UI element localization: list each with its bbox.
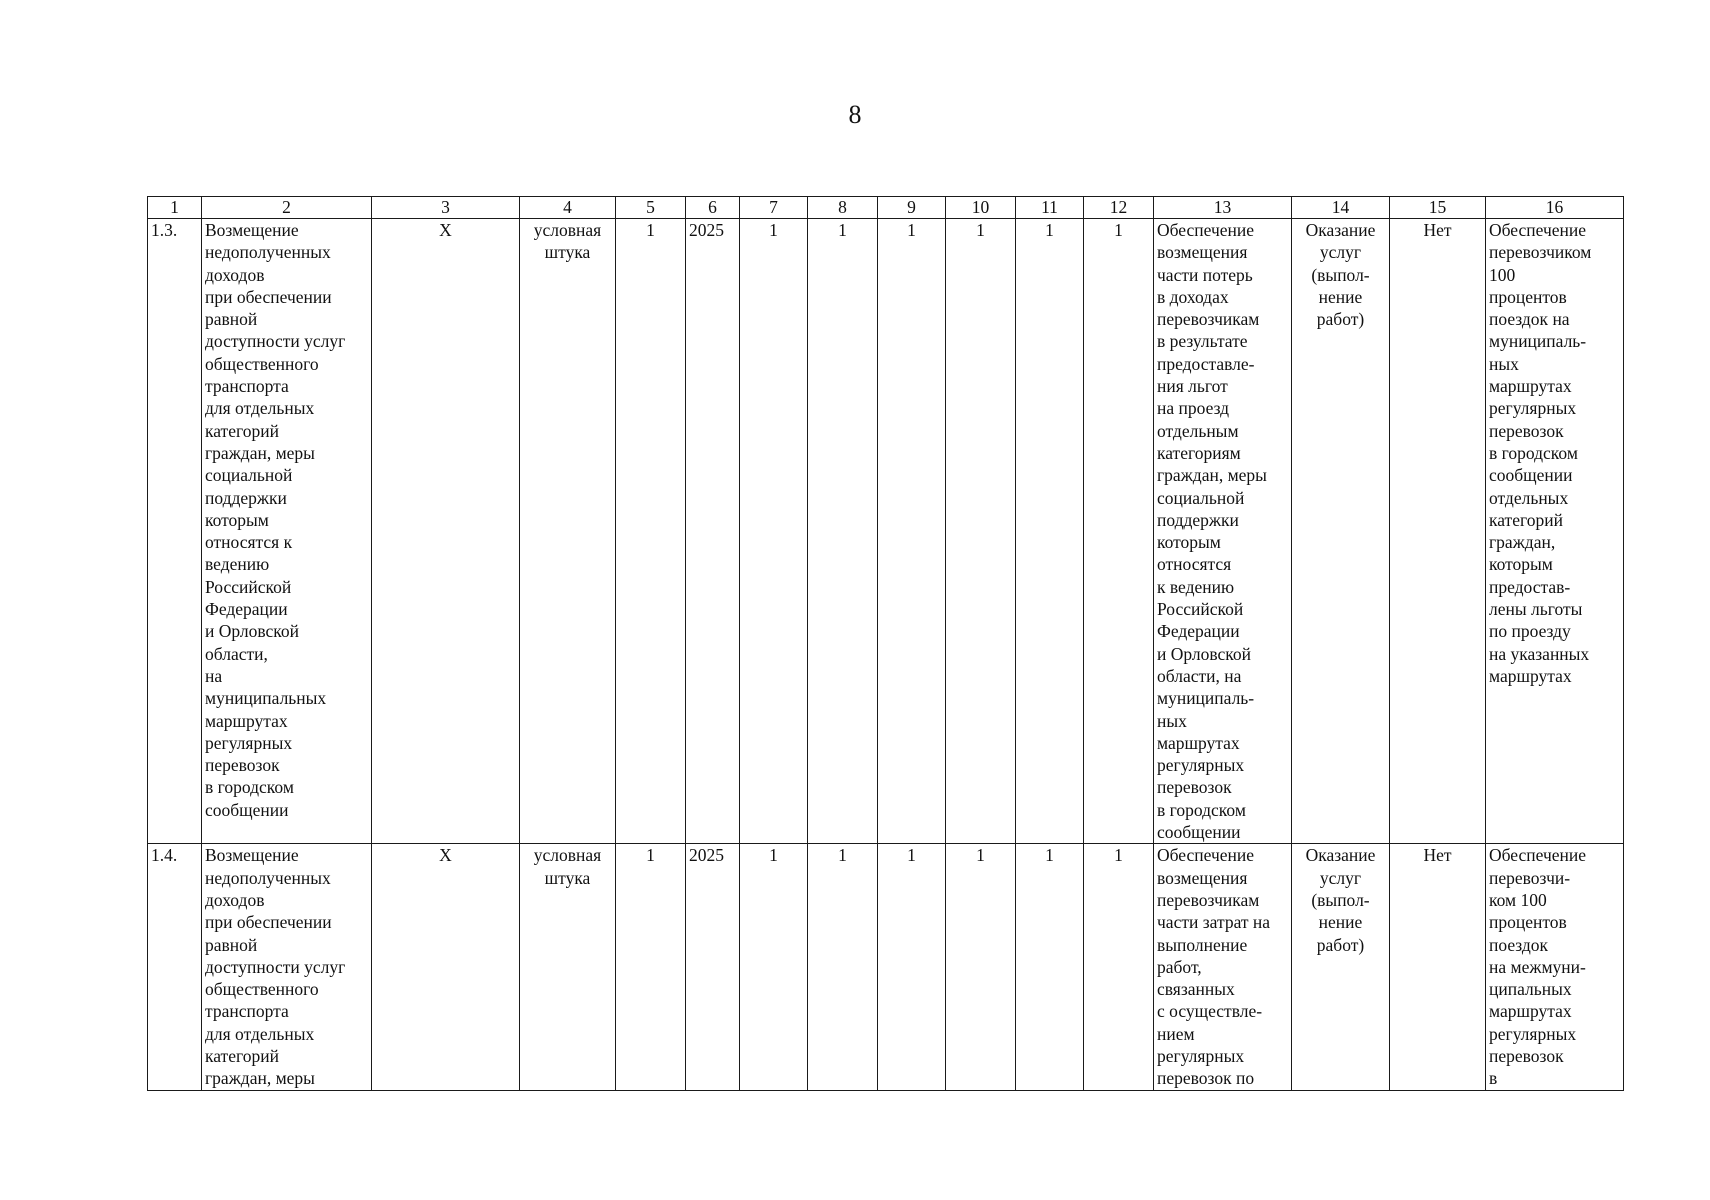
- cell-line: условная: [533, 220, 602, 240]
- cell-col5: 1: [616, 844, 686, 1090]
- cell-line: которым: [1157, 532, 1221, 553]
- cell-line: регулярных: [1489, 398, 1577, 419]
- cell-line: доступности услуг: [205, 956, 346, 977]
- cell-line: ния льгот: [1157, 376, 1228, 397]
- cell-line: нение: [1318, 912, 1363, 933]
- cell-line: регулярных: [205, 732, 293, 753]
- cell-line: возмещения: [1157, 242, 1248, 263]
- cell-line: на указанных: [1489, 643, 1590, 664]
- cell-year: 2025: [686, 219, 740, 844]
- cell-line: перевозок по: [1157, 1068, 1255, 1089]
- cell-line: для отдельных: [205, 1023, 315, 1044]
- cell-line: муниципаль-: [1489, 331, 1587, 352]
- table-body: [148, 219, 1624, 1091]
- cell-line: доходов: [205, 264, 265, 285]
- cell-line: ком 100: [1489, 889, 1547, 910]
- cell-line: отдельным: [1157, 420, 1239, 441]
- cell-col7: 1: [740, 844, 808, 1090]
- cell-col11: 1: [1016, 844, 1084, 1090]
- cell-line: граждан, меры: [205, 442, 315, 463]
- cell-line: регулярных: [1157, 1045, 1245, 1066]
- cell-line: сообщении: [1489, 465, 1573, 486]
- cell-line: категорий: [205, 420, 279, 441]
- cell-line: для отдельных: [205, 398, 315, 419]
- cell-line: поездок на: [1489, 309, 1570, 330]
- cell-line: Оказание: [1305, 220, 1376, 240]
- cell-line: области,: [205, 643, 268, 664]
- cell-line: регулярных: [1157, 755, 1245, 776]
- cell-line: социальной: [205, 465, 293, 486]
- cell-line: поездок: [1489, 934, 1549, 955]
- cell-line: Федерации: [205, 599, 288, 620]
- cell-line: перевозчиком: [1489, 242, 1592, 263]
- column-header-13: 13: [1154, 197, 1292, 219]
- cell-col3: X: [372, 219, 520, 844]
- cell-line: относятся: [1157, 554, 1232, 575]
- cell-line: категориям: [1157, 442, 1241, 463]
- cell-col10: 1: [946, 219, 1016, 844]
- cell-line: и Орловской: [1157, 643, 1252, 664]
- cell-line: граждан, меры: [1157, 465, 1267, 486]
- cell-line: поддержки: [205, 487, 287, 508]
- cell-row-number: 1.4.: [148, 844, 202, 1090]
- cell-line: нием: [1157, 1023, 1195, 1044]
- cell-line: перевозчи-: [1489, 867, 1571, 888]
- cell-line: граждан, меры: [205, 1068, 315, 1089]
- cell-col12: 1: [1084, 219, 1154, 844]
- header-row: [148, 197, 1624, 219]
- cell-unit: [520, 219, 616, 844]
- cell-line: предостав-: [1489, 576, 1571, 597]
- cell-line: на межмуни-: [1489, 956, 1586, 977]
- cell-col5: 1: [616, 219, 686, 844]
- column-header-12: 12: [1084, 197, 1154, 219]
- column-header-9: 9: [878, 197, 946, 219]
- cell-result: [1486, 844, 1624, 1090]
- cell-line: возмещения: [1157, 867, 1248, 888]
- cell-line: лены льготы: [1489, 599, 1583, 620]
- cell-line: сообщении: [205, 799, 289, 820]
- column-header-5: 5: [616, 197, 686, 219]
- cell-col11: 1: [1016, 219, 1084, 844]
- cell-line: при обеспечении: [205, 286, 332, 307]
- cell-line: социальной: [1157, 487, 1245, 508]
- cell-line: транспорта: [205, 376, 289, 397]
- cell-event-name: [202, 219, 372, 844]
- page-number: 8: [848, 100, 862, 129]
- cell-line: в доходах: [1157, 286, 1229, 307]
- column-header-2: 2: [202, 197, 372, 219]
- cell-line: маршрутах: [205, 710, 288, 731]
- cell-line: в: [1489, 1068, 1498, 1089]
- table-row: [148, 219, 1624, 844]
- cell-year: 2025: [686, 844, 740, 1090]
- column-header-11: 11: [1016, 197, 1084, 219]
- cell-line: перевозок: [1157, 777, 1232, 798]
- cell-line: работ,: [1157, 956, 1202, 977]
- cell-line: выполнение: [1157, 934, 1248, 955]
- cell-line: транспорта: [205, 1001, 289, 1022]
- cell-event-name: [202, 844, 372, 1090]
- column-header-3: 3: [372, 197, 520, 219]
- cell-line: маршрутах: [1157, 732, 1240, 753]
- cell-line: условная: [533, 845, 602, 866]
- cell-line: которым: [1489, 554, 1553, 575]
- cell-line: маршрутах: [1489, 376, 1572, 397]
- cell-col15: Нет: [1390, 844, 1486, 1090]
- cell-col9: 1: [878, 844, 946, 1090]
- cell-line: ных: [1157, 710, 1187, 731]
- column-header-8: 8: [808, 197, 878, 219]
- cell-line: относятся к: [205, 532, 293, 553]
- cell-line: (выпол-: [1311, 264, 1370, 285]
- cell-line: доходов: [205, 889, 265, 910]
- cell-line: в городском: [205, 777, 294, 798]
- cell-line: маршрутах: [1489, 1001, 1572, 1022]
- cell-line: недополученных: [205, 242, 331, 263]
- cell-line: ципальных: [1489, 979, 1572, 1000]
- cell-line: области, на: [1157, 665, 1242, 686]
- cell-line: в городском: [1157, 799, 1246, 820]
- cell-line: в городском: [1489, 442, 1578, 463]
- column-header-1: 1: [148, 197, 202, 219]
- cell-line: перевозок: [205, 755, 280, 776]
- column-header-7: 7: [740, 197, 808, 219]
- cell-line: равной: [205, 309, 258, 330]
- cell-line: муниципаль-: [1157, 688, 1255, 709]
- cell-line: Возмещение: [205, 220, 299, 240]
- cell-task: [1154, 219, 1292, 844]
- cell-line: которым: [205, 509, 269, 530]
- cell-line: ведению: [205, 554, 270, 575]
- column-header-10: 10: [946, 197, 1016, 219]
- column-header-15: 15: [1390, 197, 1486, 219]
- cell-type: [1292, 844, 1390, 1090]
- cell-line: Обеспечение: [1489, 845, 1587, 866]
- cell-line: при обеспечении: [205, 912, 332, 933]
- cell-line: недополученных: [205, 867, 331, 888]
- cell-line: части потерь: [1157, 264, 1253, 285]
- column-header-6: 6: [686, 197, 740, 219]
- cell-line: поддержки: [1157, 509, 1239, 530]
- cell-line: по проезду: [1489, 621, 1571, 642]
- cell-line: штука: [544, 867, 591, 888]
- cell-line: работ): [1316, 309, 1365, 330]
- cell-line: штука: [544, 242, 591, 263]
- data-table: [147, 196, 1624, 1091]
- cell-line: граждан,: [1489, 532, 1556, 553]
- cell-line: Российской: [1157, 599, 1244, 620]
- cell-line: процентов: [1489, 912, 1567, 933]
- cell-line: процентов: [1489, 286, 1567, 307]
- cell-line: перевозчикам: [1157, 309, 1260, 330]
- cell-line: Возмещение: [205, 845, 299, 866]
- cell-line: (выпол-: [1311, 889, 1370, 910]
- cell-line: части затрат на: [1157, 912, 1271, 933]
- cell-line: на проезд: [1157, 398, 1230, 419]
- cell-line: Российской: [205, 576, 292, 597]
- table-row: [148, 844, 1624, 1090]
- cell-col7: 1: [740, 219, 808, 844]
- cell-line: предоставле-: [1157, 353, 1255, 374]
- cell-line: маршрутах: [1489, 665, 1572, 686]
- cell-line: сообщении: [1157, 822, 1241, 843]
- cell-line: Обеспечение: [1489, 220, 1587, 240]
- cell-col3: X: [372, 844, 520, 1090]
- cell-line: общественного: [205, 979, 319, 1000]
- column-header-4: 4: [520, 197, 616, 219]
- cell-unit: [520, 844, 616, 1090]
- cell-line: перевозок: [1489, 420, 1564, 441]
- cell-line: 100: [1489, 264, 1516, 285]
- cell-line: регулярных: [1489, 1023, 1577, 1044]
- cell-line: категорий: [205, 1045, 279, 1066]
- cell-row-number: 1.3.: [148, 219, 202, 844]
- cell-col9: 1: [878, 219, 946, 844]
- cell-line: категорий: [1489, 509, 1563, 530]
- cell-line: Федерации: [1157, 621, 1240, 642]
- cell-line: общественного: [205, 353, 319, 374]
- cell-line: к ведению: [1157, 576, 1235, 597]
- cell-type: [1292, 219, 1390, 844]
- cell-line: услуг: [1319, 242, 1362, 263]
- cell-line: равной: [205, 934, 258, 955]
- cell-line: работ): [1316, 934, 1365, 955]
- cell-line: в результате: [1157, 331, 1248, 352]
- cell-line: и Орловской: [205, 621, 300, 642]
- cell-line: муниципальных: [205, 688, 327, 709]
- cell-col8: 1: [808, 844, 878, 1090]
- cell-line: услуг: [1319, 867, 1362, 888]
- column-header-16: 16: [1486, 197, 1624, 219]
- cell-line: с осуществле-: [1157, 1001, 1263, 1022]
- cell-col10: 1: [946, 844, 1016, 1090]
- cell-line: перевозчикам: [1157, 889, 1260, 910]
- cell-col12: 1: [1084, 844, 1154, 1090]
- cell-line: Оказание: [1305, 845, 1376, 866]
- cell-result: [1486, 219, 1624, 844]
- cell-col8: 1: [808, 219, 878, 844]
- cell-col15: Нет: [1390, 219, 1486, 844]
- cell-line: отдельных: [1489, 487, 1569, 508]
- cell-line: доступности услуг: [205, 331, 346, 352]
- cell-line: нение: [1318, 286, 1363, 307]
- cell-line: перевозок: [1489, 1045, 1564, 1066]
- cell-line: Обеспечение: [1157, 845, 1255, 866]
- cell-line: связанных: [1157, 979, 1235, 1000]
- cell-line: ных: [1489, 353, 1519, 374]
- cell-task: [1154, 844, 1292, 1090]
- cell-line: Обеспечение: [1157, 220, 1255, 240]
- cell-line: на: [205, 665, 223, 686]
- column-header-14: 14: [1292, 197, 1390, 219]
